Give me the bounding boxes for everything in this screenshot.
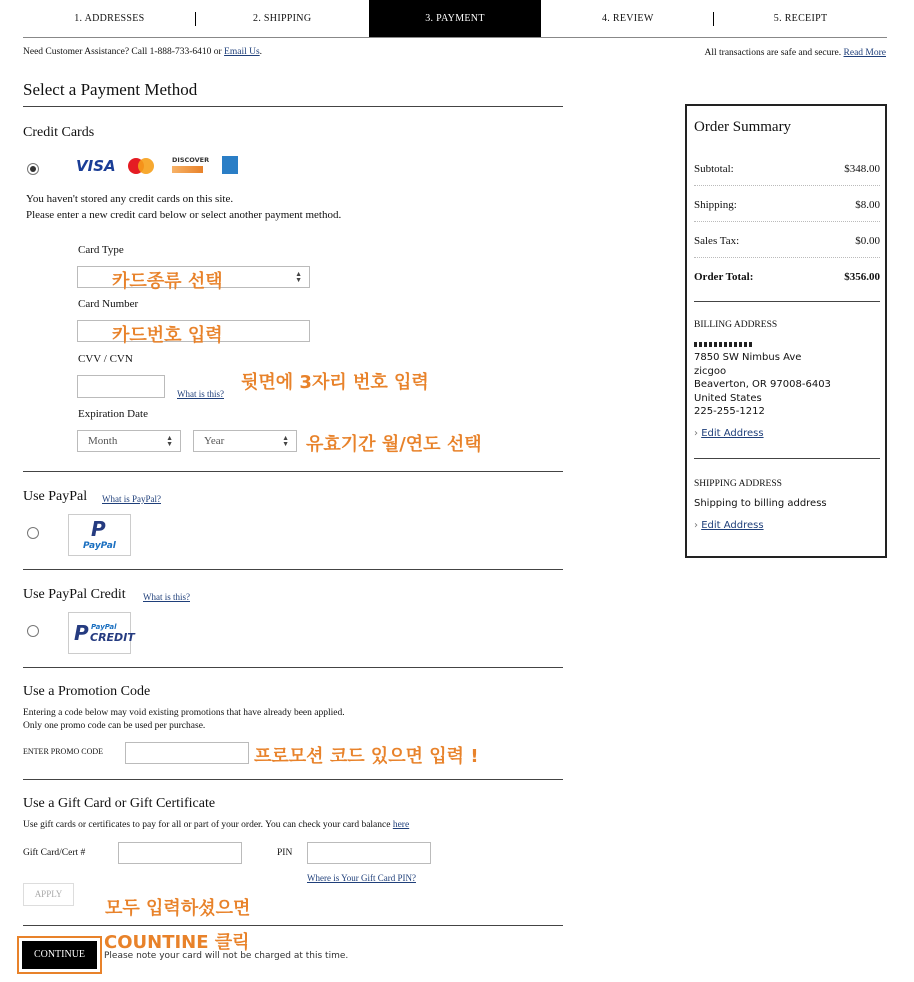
secure-text: All transactions are safe and secure.: [704, 48, 842, 58]
step-review[interactable]: [541, 0, 714, 37]
pin-help-link[interactable]: Where is Your Gift Card PIN?: [307, 873, 416, 883]
divider: [694, 301, 880, 302]
page-title: Select a Payment Method: [23, 80, 198, 99]
paypal-credit-logo[interactable]: [68, 612, 135, 654]
paypal-title: Use PayPal: [23, 489, 88, 504]
continue-annotation: COUNTINE 클릭: [104, 932, 250, 953]
gift-card-label: Gift Card/Cert #: [23, 848, 86, 858]
paypal-credit-bottom: CREDIT: [90, 631, 135, 644]
divider: [23, 667, 563, 668]
paypal-credit-top: PayPal: [91, 623, 117, 631]
customer-assistance: Need Customer Assistance? Call 1-888-733-6410 or Email Us.: [23, 47, 263, 57]
address-line: 7850 SW Nimbus Ave: [694, 352, 802, 363]
chevron-right-icon: ›: [694, 520, 698, 531]
discover-icon: DISCOVER: [172, 156, 210, 164]
summary-title: Order Summary: [694, 119, 792, 135]
shipping-label: Shipping:: [694, 199, 737, 211]
divider: [23, 779, 563, 780]
address-line: United States: [694, 392, 762, 404]
enter-card-notice: Please enter a new credit card below or select another payment method.: [26, 209, 342, 221]
promo-annotation: 프로모션 코드 있으면 입력 !: [254, 746, 479, 767]
step-label: 1. ADDRESSES: [74, 13, 145, 24]
paypal-logo[interactable]: [68, 514, 131, 556]
card-number-input[interactable]: [77, 320, 310, 346]
shipping-row: [694, 186, 880, 222]
edit-shipping-link[interactable]: Edit Address: [701, 520, 764, 531]
gift-card-input[interactable]: [118, 842, 242, 864]
paypal-p-icon: P: [91, 517, 106, 541]
amex-icon: [222, 156, 238, 174]
promo-note-1: Entering a code below may void existing promotions that have already been applied.: [23, 708, 345, 718]
total-value: $356.00: [844, 271, 880, 283]
card-number-value: 카드번호 입력: [112, 325, 223, 346]
tax-row: [694, 222, 880, 258]
divider: [23, 569, 563, 570]
shipping-value: $8.00: [855, 199, 880, 211]
visa-icon: VISA: [76, 157, 116, 175]
secure-notice: [705, 48, 887, 58]
paypal-radio[interactable]: [27, 527, 39, 539]
divider: [23, 471, 563, 472]
year-select[interactable]: [193, 430, 297, 452]
edit-shipping[interactable]: [694, 520, 764, 531]
checkout-steps: [23, 0, 887, 38]
month-select[interactable]: [77, 430, 181, 452]
credit-cards-title: Credit Cards: [23, 125, 95, 140]
promo-code-input[interactable]: [125, 742, 249, 764]
pin-input[interactable]: [307, 842, 431, 864]
year-value: Year: [204, 435, 225, 447]
divider: [23, 106, 563, 107]
continue-note: Please note your card will not be charged at this time.: [104, 951, 349, 961]
step-shipping[interactable]: [196, 0, 369, 37]
select-arrows-icon: ▲ ▼: [282, 434, 289, 448]
card-number-label: Card Number: [78, 298, 139, 310]
step-label: 5. RECEIPT: [773, 13, 828, 24]
expiry-annotation: 유효기간 월/연도 선택: [306, 434, 482, 455]
tax-label: Sales Tax:: [694, 235, 740, 247]
step-label: 4. REVIEW: [602, 13, 654, 24]
mastercard-icon: [126, 157, 156, 175]
paypal-help-link[interactable]: What is PayPal?: [102, 494, 161, 504]
paypal-wordmark: PayPal: [83, 541, 116, 551]
gift-note: [23, 820, 409, 830]
edit-billing-link[interactable]: Edit Address: [701, 428, 764, 439]
promo-label: ENTER PROMO CODE: [23, 747, 104, 756]
credit-card-radio[interactable]: [27, 163, 39, 175]
tax-value: $0.00: [855, 235, 880, 247]
card-brand-logos: [76, 154, 246, 178]
shipping-text: Shipping to billing address: [694, 498, 827, 509]
total-label: Order Total:: [694, 271, 754, 283]
order-summary: [685, 104, 887, 558]
cvv-annotation: 뒷면에 3자리 번호 입력: [241, 372, 429, 393]
shipping-title: SHIPPING ADDRESS: [694, 479, 782, 489]
expiration-label: Expiration Date: [78, 408, 148, 420]
cvv-input[interactable]: [77, 375, 165, 398]
select-arrows-icon: ▲ ▼: [166, 434, 173, 448]
pin-label: PIN: [277, 848, 293, 858]
redacted-name: [694, 342, 752, 347]
card-type-value: 카드종류 선택: [112, 271, 223, 292]
discover-stripe: [172, 166, 203, 173]
email-us-link[interactable]: Email Us: [224, 47, 260, 57]
card-type-label: Card Type: [78, 244, 124, 256]
select-arrows-icon: ▲ ▼: [295, 270, 302, 284]
no-cards-notice: You haven't stored any credit cards on this site.: [26, 193, 234, 205]
cvv-help-link[interactable]: What is this?: [177, 389, 224, 399]
step-receipt[interactable]: [714, 0, 887, 37]
card-balance-link[interactable]: here: [392, 820, 410, 830]
continue-button[interactable]: CONTINUE: [22, 941, 97, 969]
promo-title: Use a Promotion Code: [23, 684, 151, 699]
billing-title: BILLING ADDRESS: [694, 320, 778, 330]
paypal-credit-radio[interactable]: [27, 625, 39, 637]
billing-address: [694, 351, 831, 419]
step-label: 2. SHIPPING: [253, 13, 312, 24]
total-row: [694, 258, 880, 294]
chevron-right-icon: ›: [694, 428, 698, 439]
month-value: Month: [88, 435, 118, 447]
divider: [694, 458, 880, 459]
card-type-select[interactable]: [77, 266, 310, 292]
done-annotation: 모두 입력하셨으면: [105, 898, 251, 919]
paypal-credit-title: Use PayPal Credit: [23, 587, 126, 602]
address-line: 225-255-1212: [694, 406, 765, 417]
gift-note-text: Use gift cards or certificates to pay for all or part of your order. You can check your card balance: [23, 820, 391, 830]
step-payment[interactable]: [369, 0, 542, 37]
gift-title: Use a Gift Card or Gift Certificate: [23, 796, 216, 811]
paypal-p-icon: P: [74, 621, 89, 645]
assistance-text: Need Customer Assistance? Call 1-888-733-6410 or: [23, 47, 222, 57]
subtotal-row: [694, 150, 880, 186]
address-line: Beaverton, OR 97008-6403: [694, 379, 831, 390]
step-label: 3. PAYMENT: [425, 13, 485, 24]
subtotal-label: Subtotal:: [694, 163, 734, 175]
step-addresses[interactable]: [23, 0, 196, 37]
read-more-link[interactable]: Read More: [843, 48, 886, 58]
edit-billing[interactable]: [694, 428, 764, 439]
cvv-label: CVV / CVN: [78, 353, 133, 365]
promo-note-2: Only one promo code can be used per purchase.: [23, 721, 206, 731]
subtotal-value: $348.00: [844, 163, 880, 175]
apply-button[interactable]: APPLY: [23, 883, 74, 906]
paypal-credit-help-link[interactable]: What is this?: [143, 592, 190, 602]
address-line: zicgoo: [694, 365, 727, 377]
divider: [23, 925, 563, 926]
